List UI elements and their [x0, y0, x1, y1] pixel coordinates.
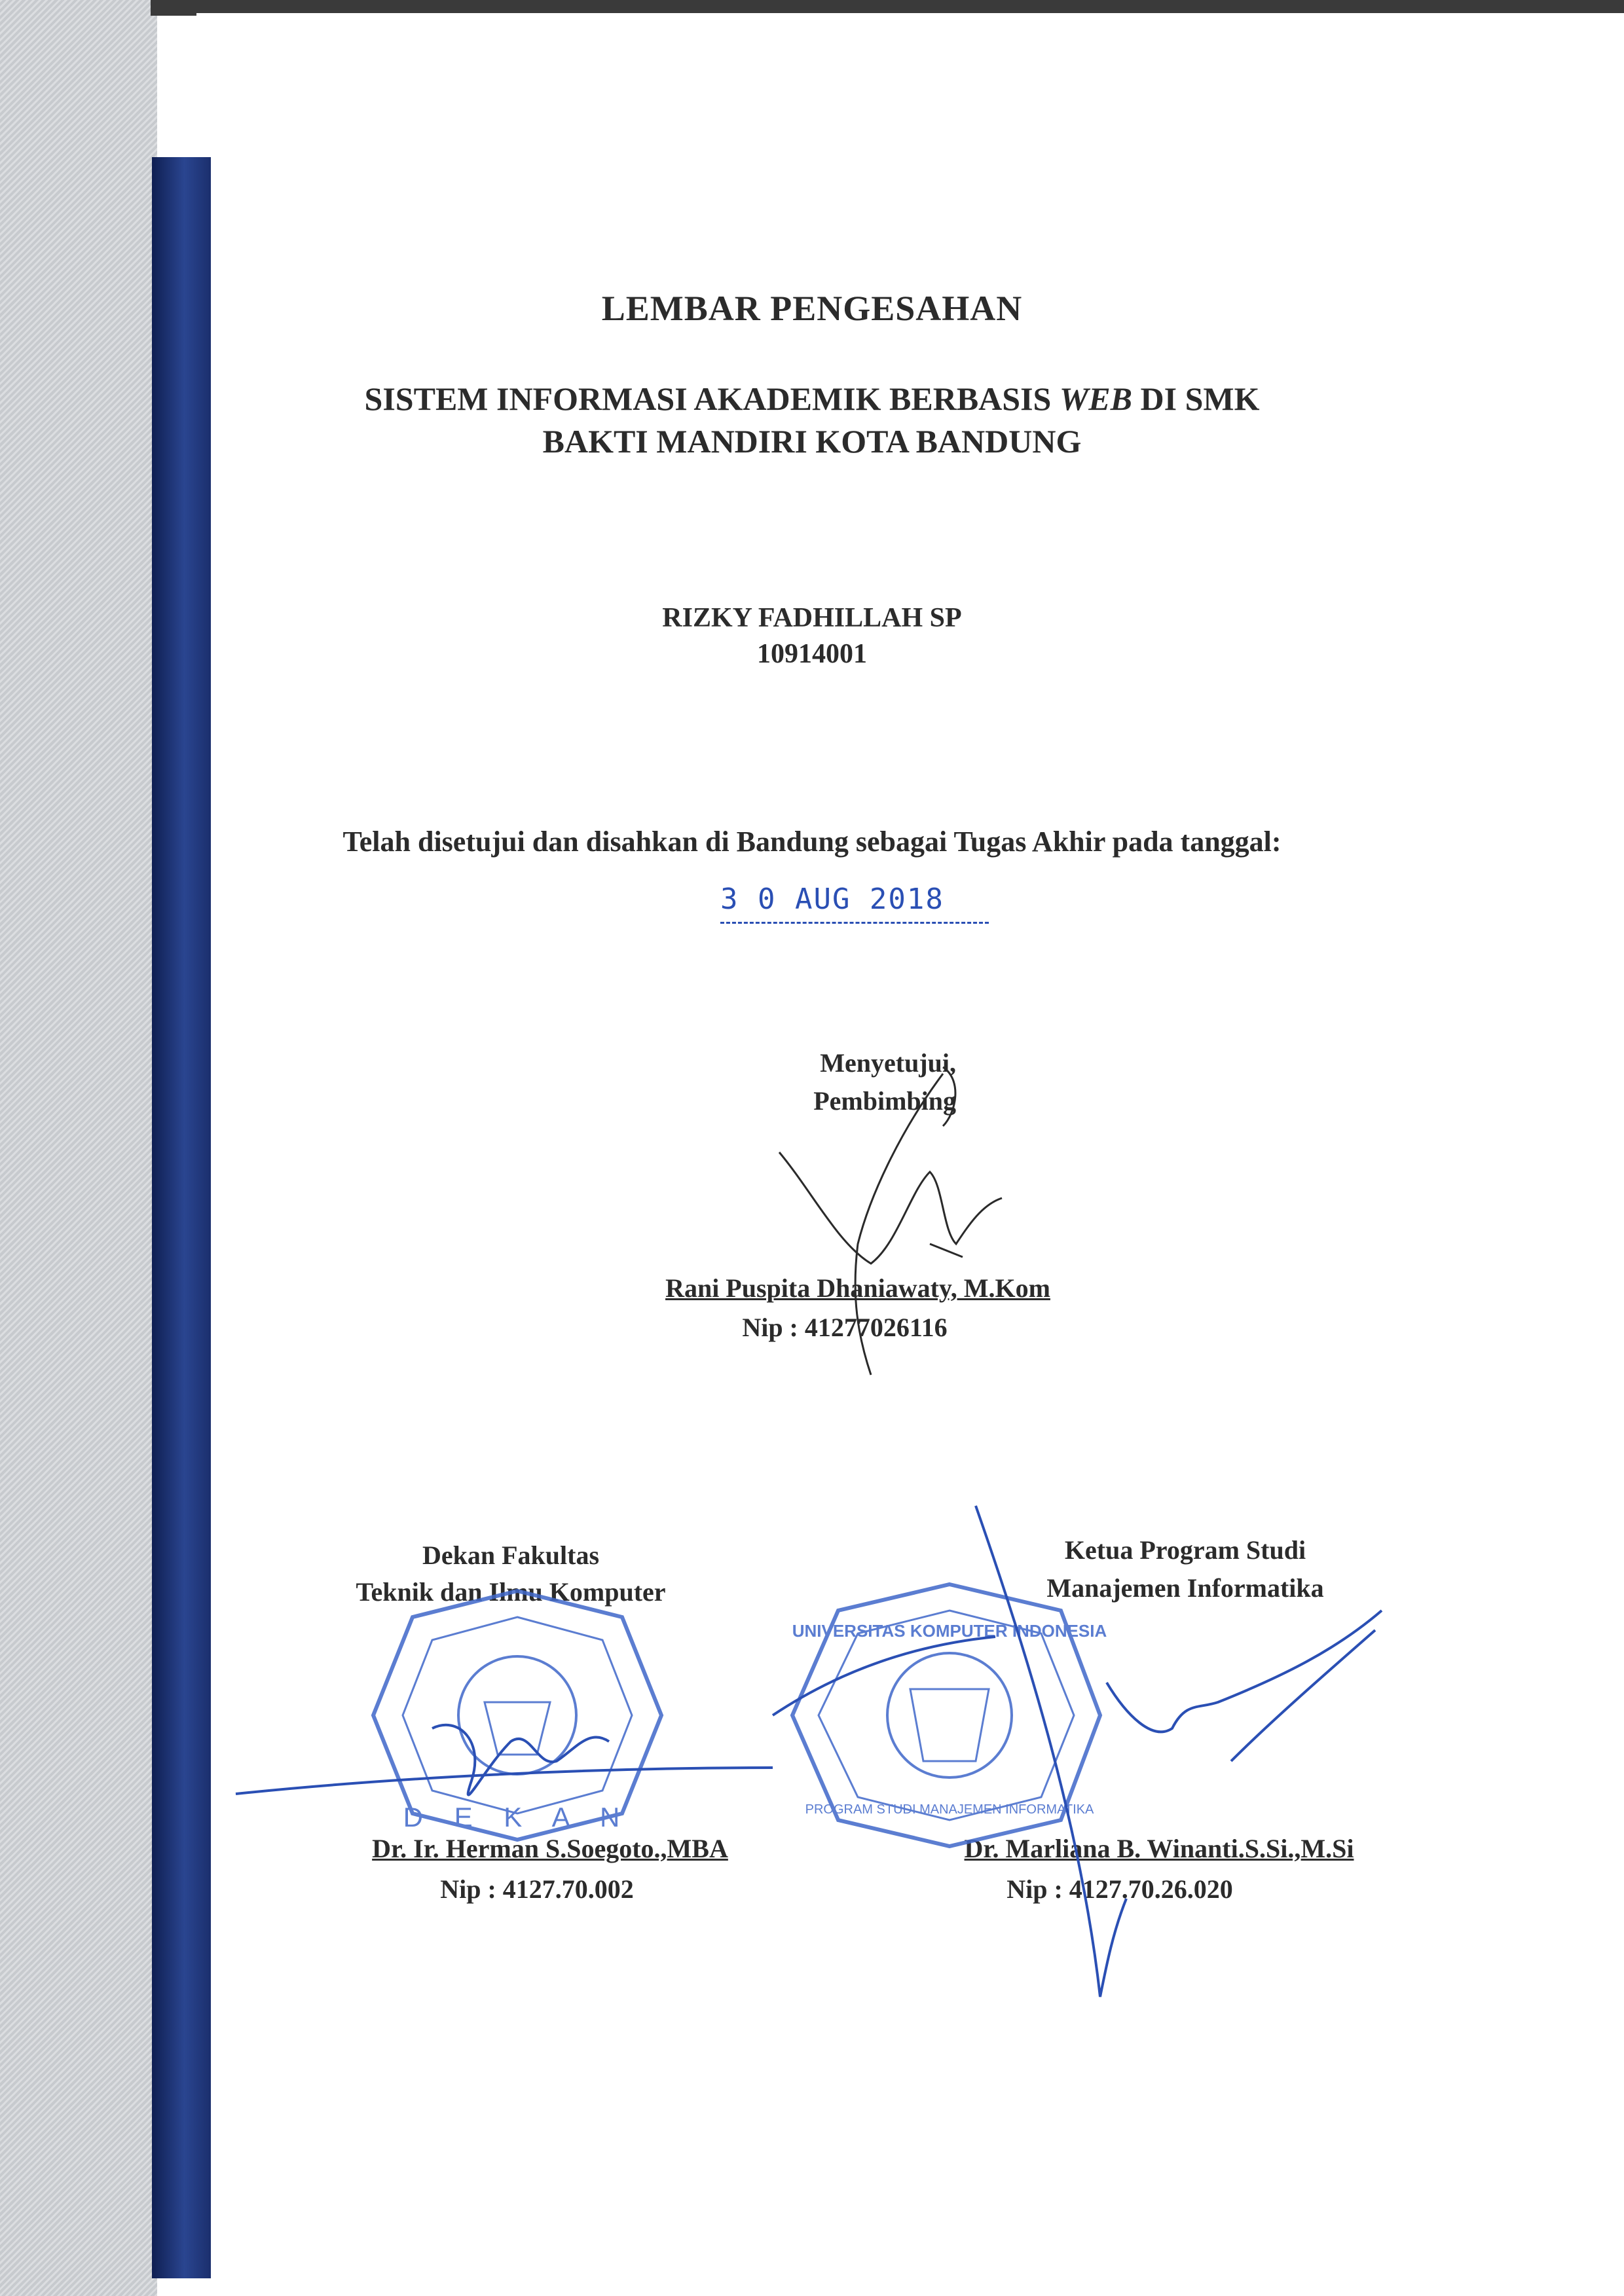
thesis-title-text: SISTEM INFORMASI AKADEMIK BERBASIS [364, 380, 1060, 417]
document-title: LEMBAR PENGESAHAN [601, 289, 1023, 328]
program-head-nip: Nip : 4127.70.26.020 [1006, 1874, 1233, 1904]
approval-date-stamp: 3 0 AUG 2018 [720, 883, 989, 924]
binding-spine [152, 157, 211, 2278]
thesis-title-line-2: BAKTI MANDIRI KOTA BANDUNG [542, 423, 1082, 460]
dean-stamp-text: D E K A N [403, 1802, 632, 1832]
dean-heading-1: Dekan Fakultas [422, 1540, 600, 1570]
student-id: 10914001 [757, 639, 867, 669]
advisor-heading-2: Pembimbing [813, 1086, 956, 1116]
program-stamp-bottom-text: PROGRAM STUDI MANAJEMEN INFORMATIKA [805, 1802, 1094, 1817]
advisor-name: Rani Puspita Dhaniawaty, M.Kom [665, 1273, 1050, 1303]
dean-nip: Nip : 4127.70.002 [440, 1874, 634, 1904]
student-name: RIZKY FADHILLAH SP [662, 603, 962, 633]
approval-statement: Telah disetujui dan disahkan di Bandung sebagai Tugas Akhir pada tanggal: [342, 826, 1282, 858]
dean-heading-2: Teknik dan Ilmu Komputer [356, 1577, 666, 1607]
thesis-title-text-end: DI SMK [1132, 380, 1260, 417]
thesis-title-line-1 [0, 380, 1624, 418]
program-stamp-ring-text: UNIVERSITAS KOMPUTER INDONESIA [792, 1621, 1107, 1641]
thesis-title-italic: WEB [1059, 380, 1133, 417]
scanner-background [0, 0, 157, 2296]
program-head-heading-2: Manajemen Informatika [1046, 1573, 1324, 1603]
advisor-heading-1: Menyetujui, [820, 1048, 956, 1078]
program-head-heading-1: Ketua Program Studi [1064, 1535, 1306, 1565]
page-paper [196, 13, 1624, 2296]
advisor-nip: Nip : 41277026116 [742, 1313, 948, 1342]
dean-name: Dr. Ir. Herman S.Soegoto.,MBA [372, 1834, 728, 1863]
program-head-name: Dr. Marliana B. Winanti.S.Si.,M.Si [964, 1834, 1354, 1863]
